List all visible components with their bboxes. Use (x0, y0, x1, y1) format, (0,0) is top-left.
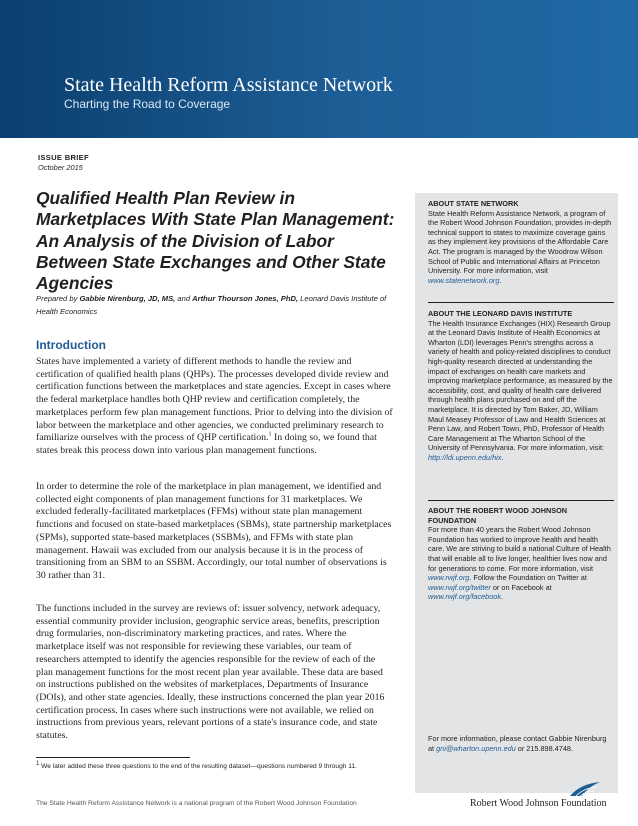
footer-text: The State Health Reform Assistance Network is a national program of the Robert Wood Johnson Foundation (36, 800, 357, 807)
paragraph-3: The functions included in the survey are reviews of: issuer solvency, network adequacy, essential community provider inclusion, geographic service areas, benefits, prescription drug formularies, non-discriminatory marketing practices, and rates. Where the marketplace itself was not responsible for reviewing these variables, our team of researchers attempted to identify the agencies responsible for the review of each of the plan management functions for the most recent plan year available. These data are based on instructions published on the websites of marketplaces, Departments of Insurance (DOIs), and other state agencies. Ideally, these instructions concerned the plan year 2016 certification process. In cases where such instructions were not available, we relied on instructions from previous years, relevant portions of a state's insurance code, and state statutes. (36, 603, 385, 742)
footnote-divider (36, 757, 190, 758)
byline: Prepared by Gabbie Nirenburg, JD, MS, and Arthur Thourson Jones, PhD, Leonard Davis Institute of Health Economics (36, 294, 387, 316)
sidebar-divider (428, 302, 614, 303)
sidebar-divider (428, 500, 614, 501)
paragraph-1: States have implemented a variety of different methods to handle the review and certification of qualified health plans (QHPs). The processes developed divide review and certification functions between the marketplaces and state agencies. Except in cases where the federal marketplace handles both QHP review and certification completely, the marketplaces perform few plan management functions. Prior to delving into the division of labor between the marketplace and other agencies, we conducted preliminary research to familiarize ourselves with the process of QHP certification.$^1$ In doing so, we found that states break this process down into various plan management functions. (36, 356, 393, 456)
sidebar-about-rwjf: ABOUT THE ROBERT WOOD JOHNSON FOUNDATION For more than 40 years the Robert Wood Johnson Foundation has worked to improve health and health care. We are striving to build a national Culture of Health that will enable all to live longer, healthier lives now and for generations to come. For more information, visit www.rwjf.org. Follow the Foundation on Twitter at www.rwjf.org/twitter or on Facebook at www.rwjf.org/facebook. (428, 506, 614, 602)
rwjf-twitter-link[interactable]: www.rwjf.org/twitter (428, 582, 491, 592)
sidebar-about-state-network: ABOUT STATE NETWORK State Health Reform Assistance Network, a program of the Robert Wood Johnson Foundation, provides in-depth technical support to states to maximize coverage gains as they implement key provisions of the Affordable Care Act. The program is managed by the Woodrow Wilson School of Public and International Affairs at Princeton University. For more information, visit www.statenetwork.org. (428, 199, 614, 285)
network-title: State Health Reform Assistance Network (64, 74, 393, 96)
section-heading-introduction: Introduction (36, 338, 106, 352)
sidebar-heading: ABOUT THE ROBERT WOOD JOHNSON FOUNDATION (428, 506, 568, 525)
sidebar-heading: ABOUT THE LEONARD DAVIS INSTITUTE (428, 309, 573, 318)
footnote: $^1$ We later added these three questions to the end of the resulting dataset—questions numbered 9 through 11. (36, 760, 357, 770)
network-subtitle: Charting the Road to Coverage (64, 97, 231, 111)
statenetwork-link[interactable]: www.statenetwork.org (428, 275, 500, 285)
paragraph-2: In order to determine the role of the marketplace in plan management, we identified and collected eight components of plan management functions for 31 marketplaces. We excluded federally-facilitated marketplaces (FFMs) without state plan management functions and focused on state-based marketplaces (SBMs), state partnership marketplaces (SPMs), supported state-based marketplaces (SSBMs), and FFMs with state plan management. Hawaii was excluded from our analysis because it is in the process of transitioning from an SBM to an SSBM. Accordingly, our total number of observations is 30 rather than 31. (36, 481, 392, 581)
issue-date: October 2015 (38, 163, 83, 172)
contact-email-link[interactable]: gni@wharton.upenn.edu (436, 743, 516, 753)
author-2: Arthur Thourson Jones, PhD, (192, 294, 299, 303)
rwjf-logo-icon (566, 780, 602, 798)
header-banner (0, 0, 638, 138)
sidebar-heading: ABOUT STATE NETWORK (428, 199, 519, 208)
author-1: Gabbie Nirenburg, JD, MS, (79, 294, 176, 303)
rwjf-facebook-link[interactable]: www.rwjf.org/facebook (428, 592, 501, 602)
issue-label: ISSUE BRIEF (38, 153, 89, 162)
rwjf-logo-text: Robert Wood Johnson Foundation (470, 798, 607, 809)
sidebar-about-ldi: ABOUT THE LEONARD DAVIS INSTITUTE The Health Insurance Exchanges (HIX) Research Group at the Leonard Davis Institute of Health Economics at Wharton (LDI) leverages Penn's strengths across a variety of health and policy-related disciplines to conduct high-quality research directed at understanding the impact of exchanges on health care markets and improving marketplace performance, as measured by the accessibility, cost, and quality of health care delivered through health plans purchased on and off the marketplace. It is directed by Tom Baker, JD, William Maul Measey Professor of Law and Health Sciences at Penn Law, and Robert Town, PhD, Professor of Health Care Management at The Wharton School of the University of Pennsylvania. For more information, visit: http://ldi.upenn.edu/hix. (428, 309, 613, 462)
ldi-link[interactable]: http://ldi.upenn.edu/hix (428, 452, 502, 462)
sidebar-contact: For more information, please contact Gabbie Nirenburg at gni@wharton.upenn.edu or 215.898.4748. (428, 734, 607, 753)
document-title: Qualified Health Plan Review in Marketplaces With State Plan Management: An Analysis of the Division of Labor Between State Exchanges and Other State Agencies (36, 188, 395, 294)
footnote-ref[interactable]: 1 (268, 431, 272, 438)
rwjf-link[interactable]: www.rwjf.org (428, 573, 470, 583)
